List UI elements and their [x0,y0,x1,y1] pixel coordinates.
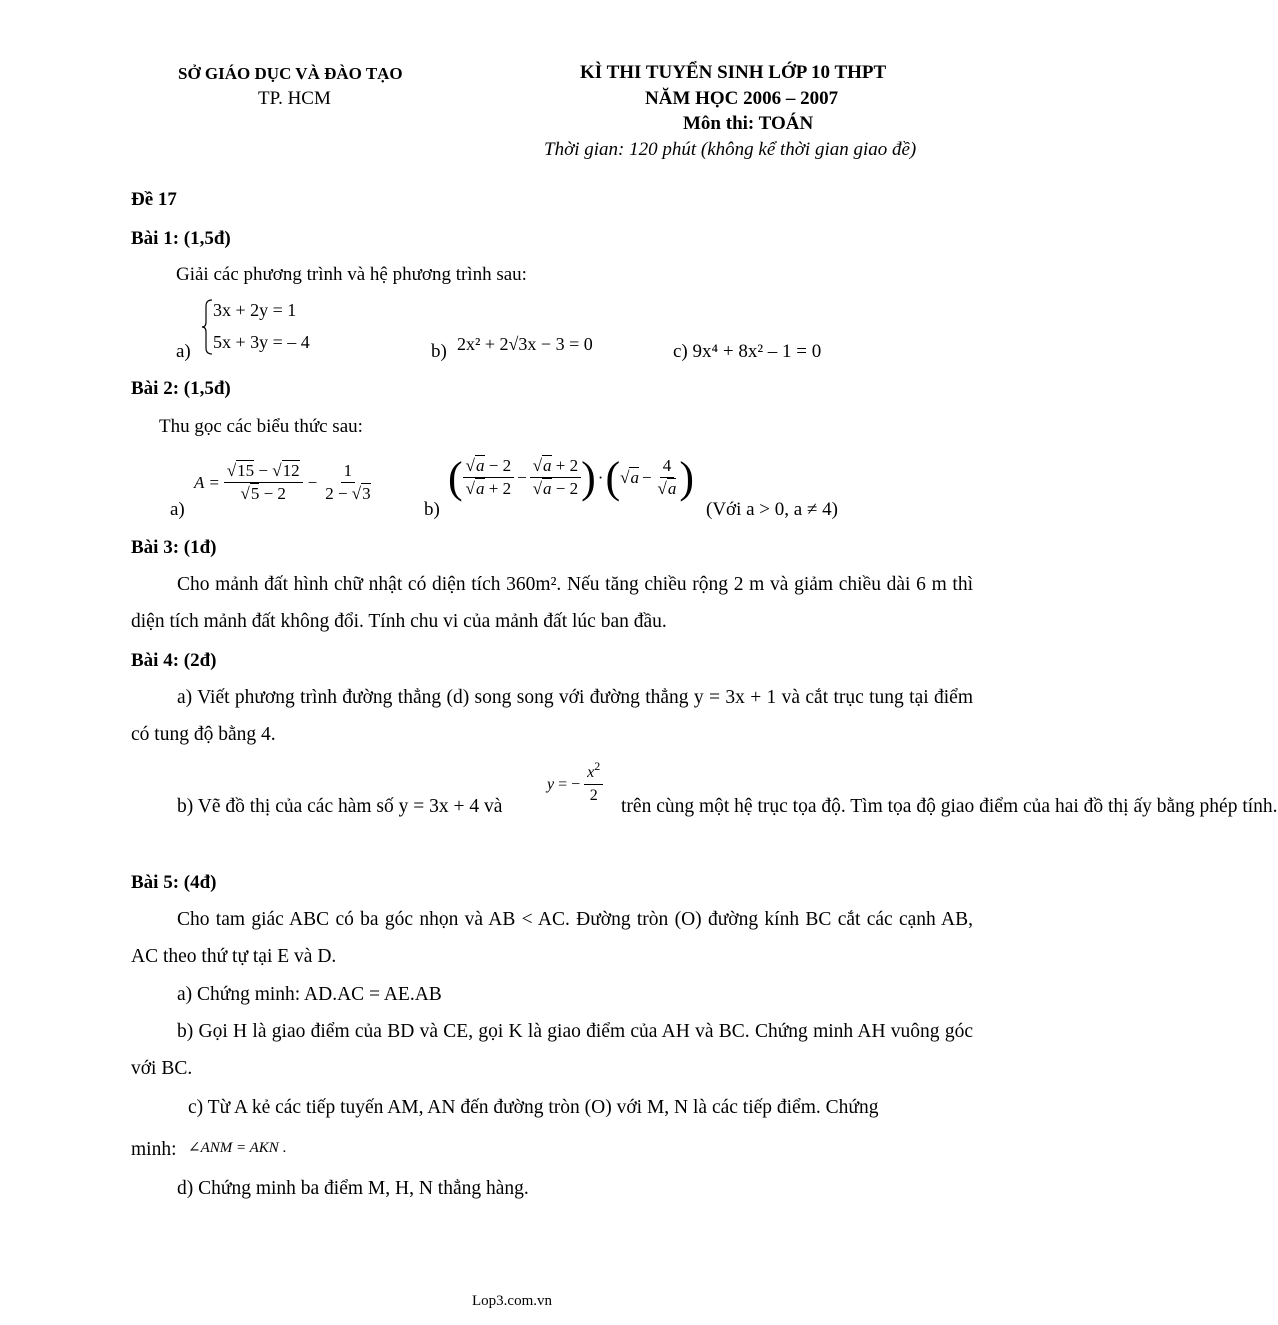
city-name: TP. HCM [258,88,331,109]
bai3-heading: Bài 3: (1đ) [131,537,217,558]
bai1-b-equation: 2x² + 2√3x − 3 = 0 [457,334,593,354]
bai2-b-label: b) [424,499,440,520]
bai5-b-text: b) Gọi H là giao điểm của BD và CE, gọi K là giao điểm của AH và BC. Chứng minh AH vuông góc với BC. [131,1021,973,1079]
bai2-a-label: a) [170,499,185,520]
bai2-condition: (Với a > 0, a ≠ 4) [706,499,838,520]
bai5-c-text: c) Từ A kẻ các tiếp tuyến AM, AN đến đường tròn (O) với M, N là các tiếp điểm. Chứng [188,1097,879,1118]
bai4-heading: Bài 4: (2đ) [131,650,217,671]
bai5-a-text: a) Chứng minh: AD.AC = AE.AB [177,984,442,1005]
bai2-heading: Bài 2: (1,5đ) [131,378,231,399]
footer-site: Lop3.com.vn [472,1293,552,1309]
bai4-b-text-end: trên cùng một hệ trục tọa độ. Tìm tọa độ giao điểm của hai đồ thị ấy bằng phép tính. [621,796,1278,817]
bai4-a-text: a) Viết phương trình đường thẳng (d) song song với đường thẳng y = 3x + 1 và cắt trục tung tại điểm có tung độ bằng 4. [131,687,973,745]
angle-formula: ∠ANM = AKN . [188,1140,287,1156]
bai1-c-equation: c) 9x⁴ + 8x² – 1 = 0 [673,341,822,362]
bai3-text: Cho mảnh đất hình chữ nhật có diện tích 360m². Nếu tăng chiều rộng 2 m và giảm chiều dài 6 m thì diện tích mảnh đất không đổi. Tính chu vi của mảnh đất lúc ban đầu. [131,574,973,632]
system-equation-2: 5x + 3y = – 4 [213,332,310,352]
bai4-b-text-start: b) Vẽ đồ thị của các hàm số y = 3x + 4 và [177,796,503,817]
exam-code: Đề 17 [131,189,177,210]
bai2-instruction: Thu gọc các biểu thức sau: [159,416,363,437]
bai1-heading: Bài 1: (1,5đ) [131,228,231,249]
bai1-instruction: Giải các phương trình và hệ phương trình sau: [176,264,527,285]
bai5-c-text-minh: minh: [131,1139,177,1160]
expression-b: ( √ a − 2 √ a + 2 − √ a + 2 √ a − 2 ) · ( √ a − 4 √ a ) [448,455,694,500]
bai1-a-label: a) [176,341,191,362]
bai5-intro: Cho tam giác ABC có ba góc nhọn và AB < AC. Đường tròn (O) đường kính BC cắt các cạnh AB, AC theo thứ tự tại E và D. [131,909,973,967]
parabola-formula: y = − $\frac{x^2}{2}$ [547,762,603,807]
school-year: NĂM HỌC 2006 – 2007 [645,88,839,109]
angle-formula-text: ANM = AKN [200,1140,279,1156]
department-name: SỞ GIÁO DỤC VÀ ĐÀO TẠO [178,64,403,83]
subject: Môn thi: TOÁN [683,113,814,134]
bai1-b-label: b) [431,341,447,362]
system-equation-1: 3x + 2y = 1 [213,300,297,320]
expression-a: A = √ 15 − √ 12 √ 5 − 2 − $\frac{1}{2 - √ 3}$ [194,460,374,505]
bai5-d-text: d) Chứng minh ba điểm M, H, N thẳng hàng. [177,1178,529,1199]
time-note: Thời gian: 120 phút (không kể thời gian giao đề) [544,139,917,160]
bai5-heading: Bài 5: (4đ) [131,872,217,893]
exam-title: KÌ THI TUYỂN SINH LỚP 10 THPT [580,62,887,83]
